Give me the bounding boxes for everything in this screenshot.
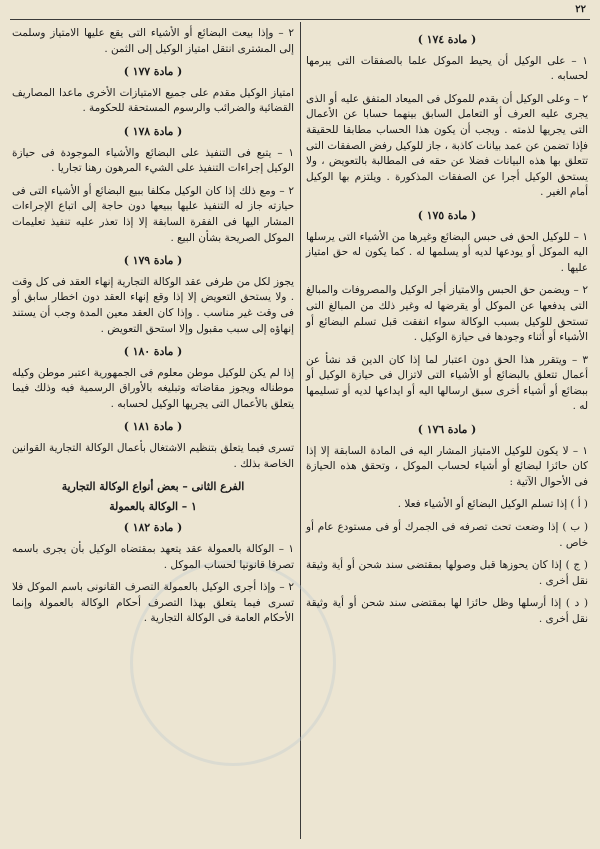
paragraph: ٢ – ويضمن حق الحبس والامتياز أجر الوكيل والمصروفات والمبالغ التى يدفعها عن الموكل أو يقرضها له وغير ذلك من المبالغ التى تستحق للوكيل بسبب الوكالة سواء انفقت قبل تسلم البضائع أو الأشياء أو أثناء وجودها فى حيازة الوكيل . xyxy=(306,284,588,344)
right-column xyxy=(306,26,588,635)
list-item: ( د ) إذا أرسلها وظل حائزا لها بمقتضى سند شحن أو أية وثيقة نقل أخرى . xyxy=(306,597,588,625)
list-item: ( أ ) إذا تسلم الوكيل البضائع أو الأشياء فعلا . xyxy=(397,498,588,511)
article-heading: ( مادة ١٧٨ ) xyxy=(123,124,183,138)
paragraph: ١ – يتبع فى التنفيذ على البضائع والأشياء الموجودة فى حيازة الوكيل إجراءات التنفيذ على الشيء المرهون رهنا تجاريا . xyxy=(12,146,294,175)
paragraph: ١ – للوكيل الحق فى حبس البضائع وغيرها من الأشياء التى يرسلها اليه الموكل أو يودعها لديه أو يسلمها له . كما يكون له حق امتياز عليها . xyxy=(306,230,588,274)
section-heading: ١ – الوكالة بالعمولة xyxy=(109,499,197,513)
article-heading: ( مادة ١٧٦ ) xyxy=(417,423,477,437)
left-column xyxy=(12,26,294,634)
paragraph: ٢ – ومع ذلك إذا كان الوكيل مكلفا ببيع البضائع أو الأشياء التى فى حيازته جاز له التنفيذ عليها ببيعها دون حاجة إلى اتباع الإجراءات المشار اليها فى الفقرة السابقة إلا إذا تعذر عليه تنفيذ تعليمات الموكل الصريحة بشأن البيع . xyxy=(12,184,294,244)
article-heading: ( مادة ١٨١ ) xyxy=(123,420,183,434)
section-heading: الفرع الثانى – بعض أنواع الوكالة التجارية xyxy=(61,480,245,494)
paragraph: ٢ – وإذا أجرى الوكيل بالعمولة التصرف القانونى باسم الموكل فلا تسرى فيما يتعلق بهذا التصرف أحكام الوكالة بالعمولة وإنما الأحكام العامة فى الوكالة التجارية . xyxy=(12,581,294,625)
article-heading: ( مادة ١٨٢ ) xyxy=(123,521,183,535)
list-item: ( ب ) إذا وضعت تحت تصرفه فى الجمرك أو فى مستودع عام أو خاص . xyxy=(306,521,588,549)
paragraph: ١ – لا يكون للوكيل الامتياز المشار اليه فى المادة السابقة إلا إذا كان حائزا لبضائع أو أشياء لحساب الموكل ، وتحقق هذه الحيازة فى الأحوال الآتية : xyxy=(306,444,588,488)
paragraph: ١ – على الوكيل أن يحيط الموكل علما بالصفقات التى يبرمها لحسابه . xyxy=(306,54,588,83)
article-heading: ( مادة ١٧٧ ) xyxy=(123,65,183,79)
paragraph: امتياز الوكيل مقدم على جميع الامتيازات الأخرى ماعدا المصاريف القضائية والضرائب والرسوم المستحقة للحكومة . xyxy=(12,86,294,115)
article-heading: ( مادة ١٧٤ ) xyxy=(417,33,477,46)
page-number: ٢٢ xyxy=(575,4,586,15)
paragraph: ٢ – وعلى الوكيل أن يقدم للموكل فى الميعاد المتفق عليه أو الذى يجرى عليه العرف أو التعامل السابق بينهما حسابا عن الأعمال التى يجريها لذمته . ويجب أن يكون هذا الحساب مطابقا للحقيقة فإذا تضمن عن عمد بيانات كاذبة ، جاز للوكيل رفض الصفقات التى تتعلق بها هذه البيانات فضلا عن حقه فى المطالبة بالتعويض ، ولا يستحق الوكيل أجرا عن الصفقات المذكورة . ويلتزم بها الوكيل أمام الغير . xyxy=(306,92,588,199)
article-heading: ( مادة ١٨٠ ) xyxy=(123,345,183,359)
paragraph: ٢ – وإذا بيعت البضائع أو الأشياء التى يقع عليها الامتياز وسلمت إلى المشترى انتقل امتياز الوكيل إلى الثمن . xyxy=(12,27,294,55)
paragraph: يجوز لكل من طرفى عقد الوكالة التجارية إنهاء العقد فى كل وقت . ولا يستحق التعويض إلا إذا وقع إنهاء العقد دون اخطار سابق أو فى وقت غير مناسب . وإذا كان العقد معين المدة وجب أن يستند إنهاؤه إلى سبب مقبول وإلا استحق التعويض . xyxy=(12,275,294,335)
paragraph: ٣ – ويتقرر هذا الحق دون اعتبار لما إذا كان الدين قد نشأ عن أعمال تتعلق بالبضائع أو الأشياء التى لاتزال فى حيازة الوكيل أو ببضائع أو أشياء أخرى سبق ارسالها اليه أو ايداعها لديه أو تسليمها له . xyxy=(306,353,588,413)
article-heading: ( مادة ١٧٥ ) xyxy=(417,208,477,222)
paragraph: إذا لم يكن للوكيل موطن معلوم فى الجمهورية اعتبر موطن وكيله موطناله ويجوز مقاضاته وتبليغه بالأوراق الرسمية فيه وذلك فيما يتعلق بالأعمال التى يجريها الوكيل لحسابه . xyxy=(12,366,294,410)
column-divider xyxy=(300,22,301,839)
paragraph: تسرى فيما يتعلق بتنظيم الاشتغال بأعمال الوكالة التجارية القوانين الخاصة بذلك . xyxy=(12,442,294,470)
article-heading: ( مادة ١٧٩ ) xyxy=(123,254,183,268)
paragraph: ١ – الوكالة بالعمولة عقد يتعهد بمقتضاه الوكيل بأن يجرى باسمه تصرفا قانونيا لحساب الموكل . xyxy=(12,543,294,571)
top-rule xyxy=(10,19,590,20)
list-item: ( ج ) إذا كان يحوزها قبل وصولها بمقتضى سند شحن أو أية وثيقة نقل أخرى . xyxy=(306,559,588,587)
